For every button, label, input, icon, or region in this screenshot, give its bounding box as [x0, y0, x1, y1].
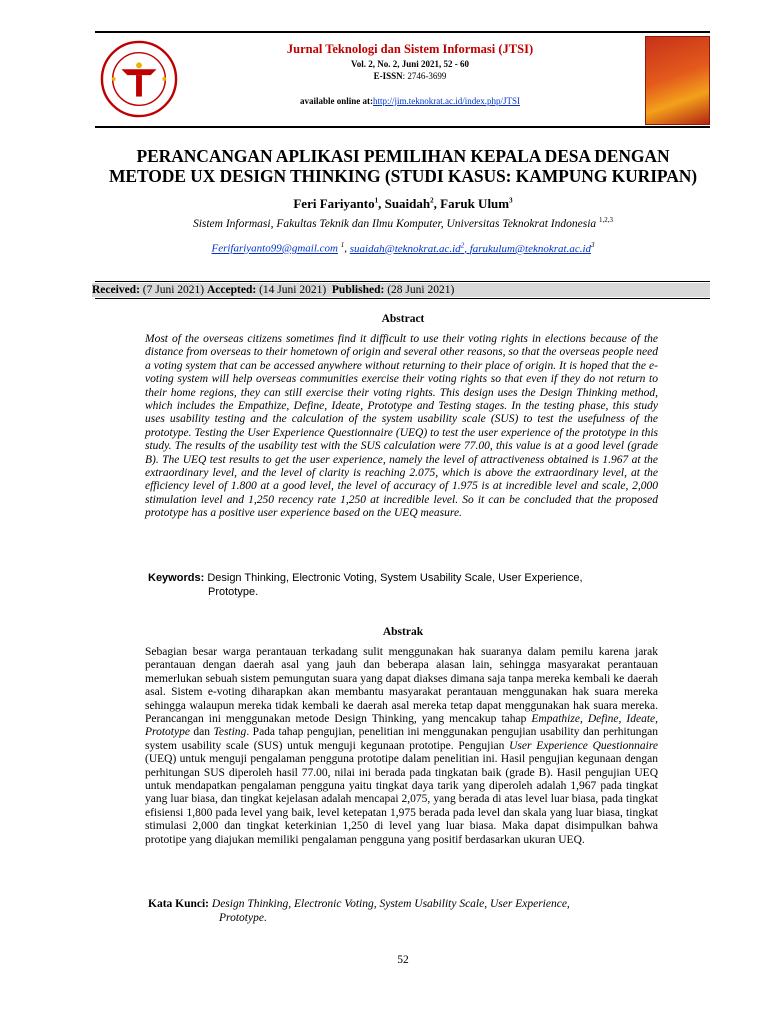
- kata-kunci-line-2-row: [219, 912, 659, 926]
- accepted-label: Accepted:: [207, 284, 257, 296]
- header-top-rule: [95, 31, 710, 33]
- kata-kunci-label: Kata Kunci:: [148, 898, 210, 910]
- email-2-sup: 2: [460, 241, 465, 249]
- kata-kunci-row: [148, 898, 658, 912]
- keywords-row: [148, 572, 658, 586]
- eissn-line: [200, 71, 620, 81]
- email-3-sup: 3: [591, 241, 595, 249]
- abstract-heading: Abstract: [381, 313, 425, 325]
- author-2: Suaidah: [384, 196, 431, 211]
- eissn-label: E-ISSN: [373, 71, 403, 81]
- university-logo: [100, 40, 178, 118]
- published-label: Published:: [331, 284, 385, 296]
- author-1: Feri Fariyanto: [293, 196, 375, 211]
- author-3-sup: 3: [509, 196, 513, 205]
- abstrak-part: . Pada tahap pengujian, penelitian ini menggunakan pengujian usability dan perhitungan system usability scale (SUS) untuk menguji kegunaan prototipe. Pengujian: [145, 726, 658, 752]
- author-1-sup: 1: [374, 196, 379, 205]
- dates-bottom-rule: [95, 298, 710, 299]
- keywords-label: Keywords:: [148, 572, 205, 584]
- abstrak-italic: User Experience Questionnaire: [509, 739, 658, 752]
- abstrak-italic: Testing: [213, 726, 247, 739]
- kata-kunci-line-2: Prototype: [219, 912, 264, 924]
- author-2-sup: 2: [430, 196, 434, 205]
- available-online-line: [200, 96, 620, 106]
- page-number: 52: [397, 954, 409, 966]
- kata-kunci-line-1: Design Thinking, Electronic Voting, System Usability Scale, User Experience,: [211, 898, 570, 910]
- paper-title-line-1: PERANCANGAN APLIKASI PEMILIHAN KEPALA DESA DENGAN: [136, 146, 670, 166]
- author-separator: ,: [433, 196, 441, 211]
- kata-kunci-period: .: [263, 912, 267, 924]
- authors: [100, 196, 706, 212]
- journal-url-link[interactable]: http://jim.teknokrat.ac.id/index.php/JTSI: [373, 96, 520, 106]
- header-bottom-rule: [95, 126, 710, 128]
- keywords-line-1: Design Thinking, Electronic Voting, System Usability Scale, User Experience,: [207, 572, 583, 584]
- email-2-link[interactable]: [350, 243, 591, 255]
- received-label: Received:: [92, 284, 140, 296]
- email-1-link[interactable]: Ferifariyanto99@gmail.com: [211, 242, 338, 255]
- abstract-text: Most of the overseas citizens sometimes find it difficult to use their voting rights in elections because of the distance from overseas to their hometown of origin and several other reasons, so that the overseas people need a voting system that can be accessed anywhere without returning to their place of origin. It is hoped that the e-voting system will help overseas communities exercise their voting rights so that even if they do not return to their home regions, they can still exercise their voting rights. This design uses the Design Thinking method, which includes the Empathize, Define, Ideate, Prototype and Testing stages. In the testing phase, this study uses usability testing and the calculation of the system usability scale (SUS) to test the usefulness of the prototype. Testing the User Experience Questionnaire (UEQ) to test the user experience of the prototype in this study. The results of the usability test with the SUS calculation were 77.00, this value is at a good level (grade B). The UEQ test results to get the user experience, namely the level of attractiveness obtained is 1.967 at the extraordinary level, and the level of clarity is reaching 2.075, which is above the extraordinary level, at the efficiency level of 1.800 at a good level, the level of accuracy of 1.975 is at incredible level and scale, 2,000 stimulation level and 1,250 recency rate 1,250 at incredible level. So it can be concluded that the proposed prototype has a positive user experience based on the UEQ measure.: [145, 333, 658, 520]
- abstrak-part: dan: [189, 726, 214, 739]
- affiliation: [100, 216, 706, 230]
- affiliation-sup: 1,2,3: [599, 216, 614, 224]
- published-date: (28 Juni 2021): [387, 284, 455, 296]
- accepted-date: (14 Juni 2021): [259, 284, 327, 296]
- abstrak-part: Sebagian besar warga perantauan terkadang sulit menggunakan hak suaranya dalam pemilu karena jarak perantauan dengan daerah asal yang jauh dan beberapa alasan lain, sehingga masyarakat perantauan memerlukan sebuah sistem pemungutan suara yang dapat diakses dimana saja tanpa mereka kembali ke daerah asal. Sistem e-voting diharapkan akan membantu masyarakat perantauan menggunakan hak suara mereka sehingga walaupun mereka tidak kembali ke daerah asal mereka tetap dapat menggunakan hak suara mereka. Perancangan ini menggunakan metode Design Thinking, yang mencakup tahap: [145, 646, 658, 726]
- received-date: (7 Juni 2021): [142, 284, 205, 296]
- keywords-line-2: Prototype.: [208, 586, 259, 598]
- volume-line: Vol. 2, No. 2, Juni 2021, 52 - 60: [351, 59, 469, 69]
- affiliation-text: Sistem Informasi, Fakultas Teknik dan Ilmu Komputer, Universitas Teknokrat Indonesia: [192, 217, 597, 230]
- email-separator: ,: [464, 242, 470, 255]
- abstrak-heading: Abstrak: [382, 626, 424, 638]
- email-separator: ,: [344, 242, 350, 255]
- journal-title: Jurnal Teknologi dan Sistem Informasi (JTSI): [286, 42, 534, 56]
- abstrak-italic: Empathize, Define, Ideate, Prototype: [145, 713, 659, 739]
- author-3: Faruk Ulum: [440, 196, 510, 211]
- email-3-text: farukulum@teknokrat.ac.id: [469, 242, 592, 255]
- available-label: available online at:: [300, 96, 374, 106]
- abstrak-part: (UEQ) untuk menguji pengalaman pengguna prototipe dalam penelitian ini. Hasil pengujian kegunaan dengan perhitungan SUS diperoleh hasil 77.00, nilai ini berada pada tingkatan baik (grade B). Hasil pengujian UEQ untuk mendapatkan pengalaman pengguna yaitu tingkat daya tarik yang diperoleh adalah 1,967 pada tingkat yang luar biasa, dan tingkat kejelasan adalah mencapai 2,075, yang berada di atas level luar biasa, pada tingkat efisiensi 1,800 pada level yang baik, level ketepatan 1,975 berada pada level dan skala yang luar biasa, tingkat stimulasi 2,000 dan tingkat keterkinian 1,250 di level yang luar biasa. Maka dapat disimpulkan bahwa prototipe yang diajukan memiliki pengalaman pengguna yang positif berdasarkan ukuran UEQ.: [145, 753, 658, 846]
- email-2-text: suaidah@teknokrat.ac.id: [349, 242, 461, 255]
- author-separator: ,: [378, 196, 385, 211]
- journal-cover-image: [645, 36, 710, 125]
- dates-bar: [92, 283, 710, 297]
- paper-title: [100, 146, 706, 186]
- email-1-sup: 1: [340, 241, 345, 249]
- eissn-value: : 2746-3699: [402, 71, 447, 81]
- author-emails: [100, 241, 706, 255]
- dates-top-rule: [95, 281, 710, 282]
- paper-title-line-2: METODE UX DESIGN THINKING (STUDI KASUS: KAMPUNG KURIPAN): [109, 166, 697, 186]
- abstrak-text: [145, 646, 658, 847]
